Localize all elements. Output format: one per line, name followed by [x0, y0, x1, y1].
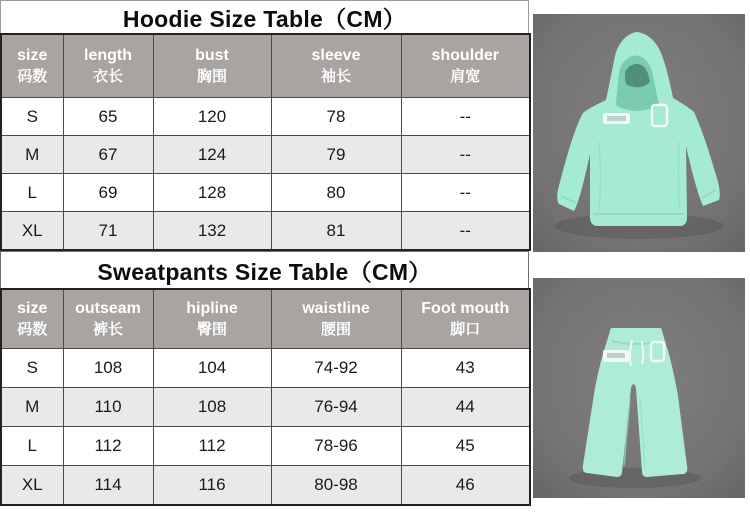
table-row-s [1, 349, 530, 388]
value-cell: 110 [63, 388, 153, 427]
value-cell: 114 [63, 466, 153, 506]
value-cell: 74-92 [271, 349, 401, 388]
value-cell: 67 [63, 136, 153, 174]
table-row-l [1, 427, 530, 466]
chest-patch-text [607, 116, 626, 121]
value-cell: 80-98 [271, 466, 401, 506]
hoodie-photo-image [533, 14, 745, 252]
value-cell: 120 [153, 98, 271, 136]
value-cell: 65 [63, 98, 153, 136]
value-cell: -- [401, 98, 530, 136]
column-header-sleeve: sleeve 袖长 [271, 34, 401, 98]
value-cell: 46 [401, 466, 530, 506]
value-cell: 116 [153, 466, 271, 506]
sweatpants-photo-image [533, 278, 745, 498]
sweatpants-table-title [0, 251, 529, 288]
column-header-size: size 码数 [1, 34, 63, 98]
sweatpants-product-photo [533, 278, 745, 498]
size-cell: XL [1, 466, 63, 506]
column-header-hipline: hipline 臀围 [153, 289, 271, 349]
value-cell: 78-96 [271, 427, 401, 466]
value-cell: -- [401, 174, 530, 212]
value-cell: 80 [271, 174, 401, 212]
header-row [1, 34, 530, 98]
size-cell: S [1, 98, 63, 136]
column-header-outseam: outseam 裤长 [63, 289, 153, 349]
leg-patch-text [607, 353, 625, 358]
value-cell: 112 [63, 427, 153, 466]
column-header-size: size 码数 [1, 289, 63, 349]
value-cell: 128 [153, 174, 271, 212]
value-cell: 69 [63, 174, 153, 212]
size-cell: L [1, 427, 63, 466]
column-header-shoulder: shoulder 肩宽 [401, 34, 530, 98]
sweatpants-table-title-text: Sweatpants Size Table（CM） [97, 258, 432, 285]
table-row-l [1, 174, 530, 212]
column-header-foot-mouth: Foot mouth 脚口 [401, 289, 530, 349]
table-row-xl [1, 212, 530, 251]
drawstring-right [642, 341, 643, 364]
size-cell: M [1, 388, 63, 427]
value-cell: 104 [153, 349, 271, 388]
table-row-xl [1, 466, 530, 506]
hoodie-table-header [1, 34, 530, 98]
value-cell: 112 [153, 427, 271, 466]
value-cell: -- [401, 136, 530, 174]
size-cell: XL [1, 212, 63, 251]
hoodie-size-table [0, 33, 531, 251]
value-cell: 76-94 [271, 388, 401, 427]
sweatpants-table-header [1, 289, 530, 349]
size-cell: S [1, 349, 63, 388]
hoodie-table-title-text: Hoodie Size Table（CM） [122, 5, 407, 32]
value-cell: 81 [271, 212, 401, 251]
hoodie-table-title [0, 0, 529, 33]
value-cell: 108 [63, 349, 153, 388]
value-cell: 124 [153, 136, 271, 174]
value-cell: 78 [271, 98, 401, 136]
size-cell: M [1, 136, 63, 174]
value-cell: -- [401, 212, 530, 251]
table-row-s [1, 98, 530, 136]
size-cell: L [1, 174, 63, 212]
value-cell: 132 [153, 212, 271, 251]
value-cell: 43 [401, 349, 530, 388]
sweatpants-size-table [0, 288, 531, 506]
header-row [1, 289, 530, 349]
value-cell: 71 [63, 212, 153, 251]
value-cell: 108 [153, 388, 271, 427]
column-header-bust: bust 胸围 [153, 34, 271, 98]
value-cell: 79 [271, 136, 401, 174]
table-row-m [1, 136, 530, 174]
value-cell: 45 [401, 427, 530, 466]
column-header-waistline: waistline 腰围 [271, 289, 401, 349]
table-row-m [1, 388, 530, 427]
value-cell: 44 [401, 388, 530, 427]
hoodie-product-photo [533, 14, 745, 252]
column-header-length: length 衣长 [63, 34, 153, 98]
